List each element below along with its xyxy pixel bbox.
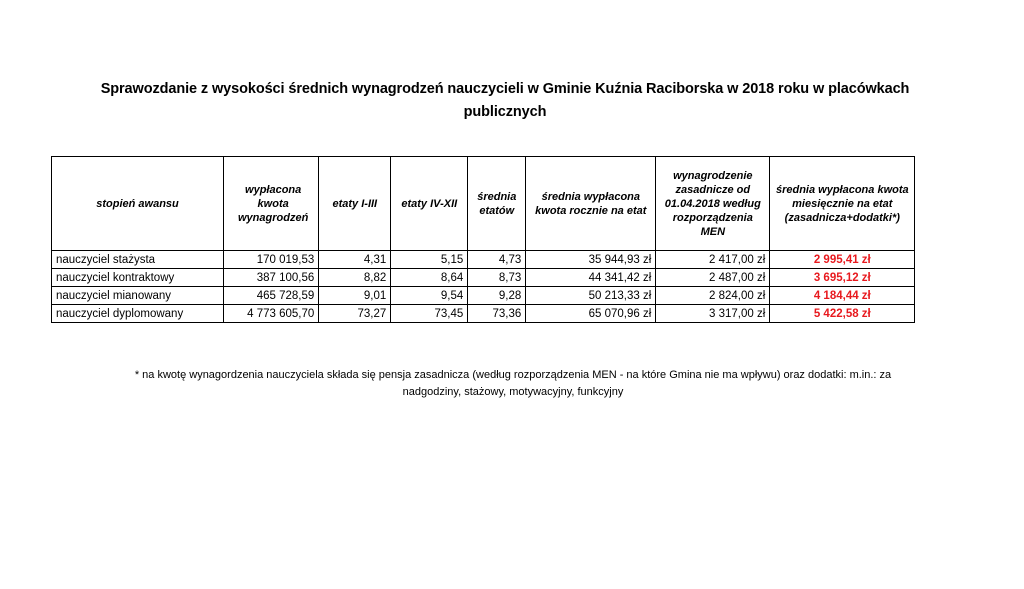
table-cell: 4,73 xyxy=(468,251,526,269)
footnote-line: nadgodziny, stażowy, motywacyjny, funkcyjny xyxy=(402,386,624,398)
table-row xyxy=(52,269,915,287)
table-cell: 44 341,42 zł xyxy=(526,269,656,287)
table-cell: 8,64 xyxy=(391,269,468,287)
table-cell-highlight: 3 695,12 zł xyxy=(770,269,915,287)
table-cell: 8,82 xyxy=(319,269,391,287)
table-cell: 2 487,00 zł xyxy=(656,269,770,287)
table-cell: 9,01 xyxy=(319,287,391,305)
table-cell: 4,31 xyxy=(319,251,391,269)
table-cell: 170 019,53 xyxy=(224,251,319,269)
table-cell-highlight: 4 184,44 zł xyxy=(770,287,915,305)
header-cell: wynagrodzenie zasadnicze od 01.04.2018 według rozporządzenia MEN xyxy=(656,157,770,251)
table-row xyxy=(52,251,915,269)
table-cell: 3 317,00 zł xyxy=(656,305,770,323)
footnote-line: * na kwotę wynagordzenia nauczyciela składa się pensja zasadnicza (według rozporządzenia MEN - na które Gmina nie ma wpływu) oraz dodatki: m.in.: za xyxy=(134,369,892,381)
table-cell: 387 100,56 xyxy=(224,269,319,287)
table-header-row xyxy=(52,157,915,251)
salary-report-table xyxy=(51,156,915,323)
table-cell-highlight: 2 995,41 zł xyxy=(770,251,915,269)
table-row xyxy=(52,287,915,305)
footnote xyxy=(60,367,966,401)
table-row xyxy=(52,305,915,323)
table-cell: 2 824,00 zł xyxy=(656,287,770,305)
table-cell: 73,45 xyxy=(391,305,468,323)
header-cell: średnia wypłacona kwota miesięcznie na etat (zasadnicza+dodatki*) xyxy=(770,157,915,251)
table-cell: nauczyciel kontraktowy xyxy=(52,269,224,287)
table-cell: nauczyciel dyplomowany xyxy=(52,305,224,323)
header-cell: etaty I-III xyxy=(319,157,391,251)
table-cell: 73,36 xyxy=(468,305,526,323)
table-cell: 50 213,33 zł xyxy=(526,287,656,305)
header-cell: stopień awansu xyxy=(52,157,224,251)
table-cell: 8,73 xyxy=(468,269,526,287)
table-cell: nauczyciel mianowany xyxy=(52,287,224,305)
table-cell: 65 070,96 zł xyxy=(526,305,656,323)
table-cell: 35 944,93 zł xyxy=(526,251,656,269)
table-cell: 9,28 xyxy=(468,287,526,305)
table-cell: nauczyciel stażysta xyxy=(52,251,224,269)
table-cell: 4 773 605,70 xyxy=(224,305,319,323)
table-cell: 465 728,59 xyxy=(224,287,319,305)
header-cell: etaty IV-XII xyxy=(391,157,468,251)
table-cell: 5,15 xyxy=(391,251,468,269)
table-cell: 73,27 xyxy=(319,305,391,323)
table-cell: 9,54 xyxy=(391,287,468,305)
header-cell: średnia wypłacona kwota rocznie na etat xyxy=(526,157,656,251)
table-cell: 2 417,00 zł xyxy=(656,251,770,269)
header-cell: wypłacona kwota wynagrodzeń xyxy=(224,157,319,251)
document-title: Sprawozdanie z wysokości średnich wynagrodzeń nauczycieli w Gminie Kuźnia Raciborska w 2018 roku w placówkach publicznych xyxy=(100,81,910,120)
header-cell: średnia etatów xyxy=(468,157,526,251)
table-cell-highlight: 5 422,58 zł xyxy=(770,305,915,323)
